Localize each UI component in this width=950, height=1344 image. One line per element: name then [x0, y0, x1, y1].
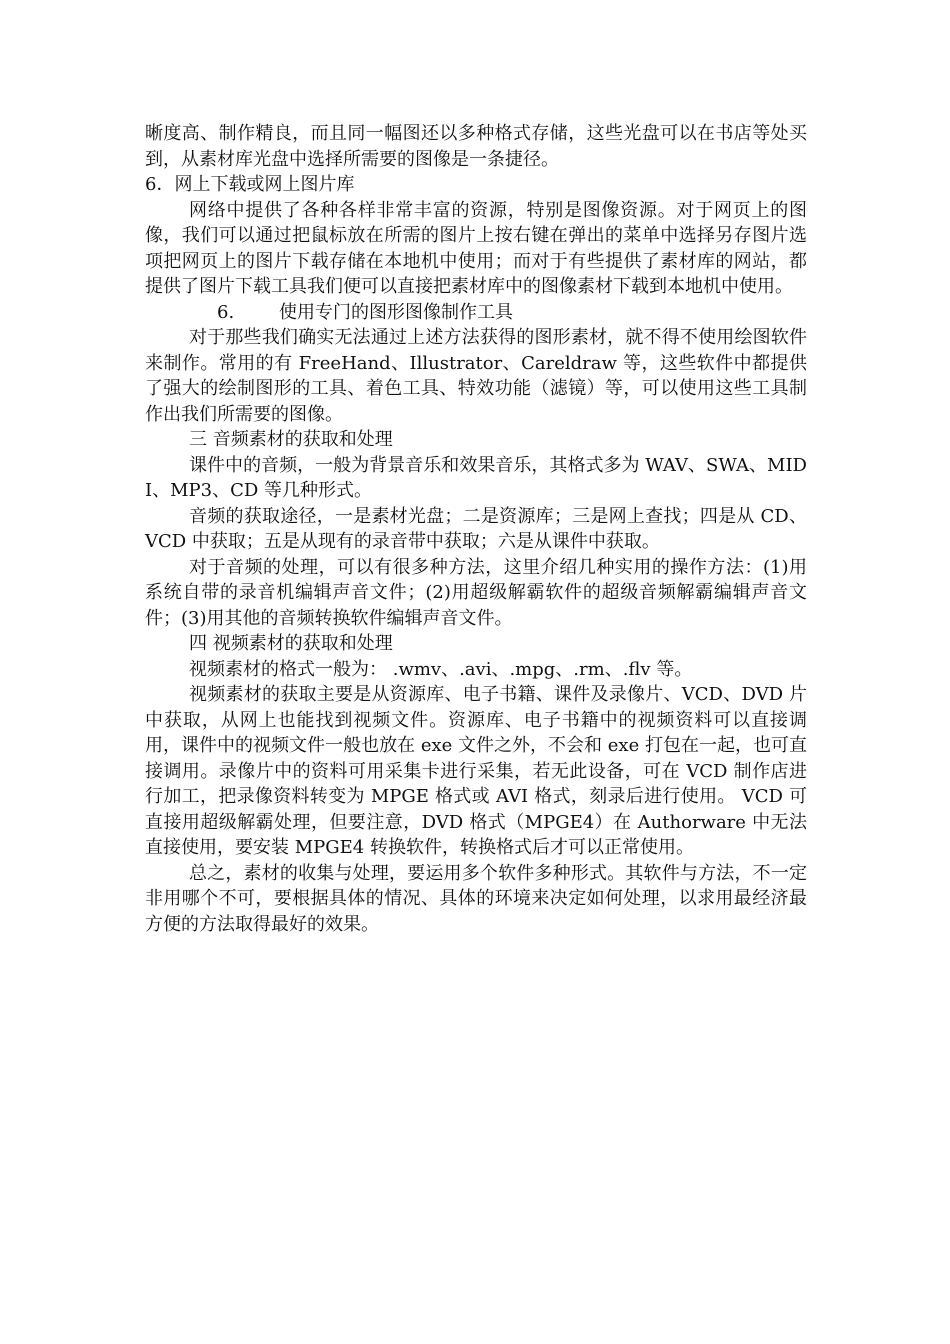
- paragraph-summary: 总之，素材的收集与处理，要运用多个软件多种形式。其软件与方法，不一定非用哪个不可，要根据具体的情况、具体的环境来决定如何处理，以求用最经济最方便的方法取得最好的效果。: [145, 862, 807, 935]
- document-page: [145, 121, 807, 937]
- paragraph-video-sources: 视频素材的获取主要是从资源库、电子书籍、课件及录像片、VCD、DVD 片中获取，从网上也能找到视频文件。资源库、电子书籍中的视频资料可以直接调用，课件中的视频文件一般也放在 exe 文件之外，不会和 exe 打包在一起，也可直接调用。录像片中的资料可用采集卡进行采集，若无此设备，可在 VCD 制作店进行加工，把录像资料转变为 MPGE 格式或 AVI 格式，刻录后进行使用。 VCD 可直接用超级解霸处理，但要注意，DVD 格式（MPGE4）在 Authorware 中无法直接使用，要安装 MPGE4 转换软件，转换格式后才可以正常使用。: [145, 684, 807, 858]
- heading-web-download: 6．网上下载或网上图片库: [145, 174, 355, 195]
- paragraph-audio-processing: 对于音频的处理，可以有很多种方法，这里介绍几种实用的操作方法：(1)用系统自带的录音机编辑声音文件；(2)用超级解霸软件的超级音频解霸编辑声音文件；(3)用其他的音频转换软件编辑声音文件。: [145, 556, 807, 629]
- heading-drawing-tools-number: 6.: [217, 301, 235, 323]
- heading-drawing-tools: [145, 300, 807, 326]
- paragraph-web-resources: 网络中提供了各种各样非常丰富的资源，特别是图像资源。对于网页上的图像，我们可以通过把鼠标放在所需的图片上按右键在弹出的菜单中选择另存图片选项把网页上的图片下载存储在本地机中使用；而对于有些提供了素材库的网站，都提供了图片下载工具我们便可以直接把素材库中的图像素材下载到本地机中使用。: [145, 199, 807, 297]
- paragraph-audio-format: 课件中的音频，一般为背景音乐和效果音乐，其格式多为 WAV、SWA、MIDI、MP3、CD 等几种形式。: [145, 454, 807, 501]
- heading-drawing-tools-text: 使用专门的图形图像制作工具: [279, 301, 513, 323]
- paragraph-drawing-software: 对于那些我们确实无法通过上述方法获得的图形素材，就不得不使用绘图软件来制作。常用的有 FreeHand、Illustrator、Careldraw 等，这些软件中都提供了强大的绘制图形的工具、着色工具、特效功能（滤镜）等，可以使用这些工具制作出我们所需要的图像。: [145, 327, 807, 425]
- heading-audio: 三 音频素材的获取和处理: [189, 429, 393, 450]
- paragraph-video-format: 视频素材的格式一般为： .wmv、.avi、.mpg、.rm、.flv 等。: [189, 658, 693, 680]
- paragraph-audio-sources: 音频的获取途径，一是素材光盘；二是资源库；三是网上查找；四是从 CD、VCD 中获取；五是从现有的录音带中获取；六是从课件中获取。: [145, 505, 807, 552]
- paragraph-image-cd: 晰度高、制作精良，而且同一幅图还以多种格式存储，这些光盘可以在书店等处买到，从素材库光盘中选择所需要的图像是一条捷径。: [145, 123, 807, 170]
- heading-video: 四 视频素材的获取和处理: [189, 633, 393, 654]
